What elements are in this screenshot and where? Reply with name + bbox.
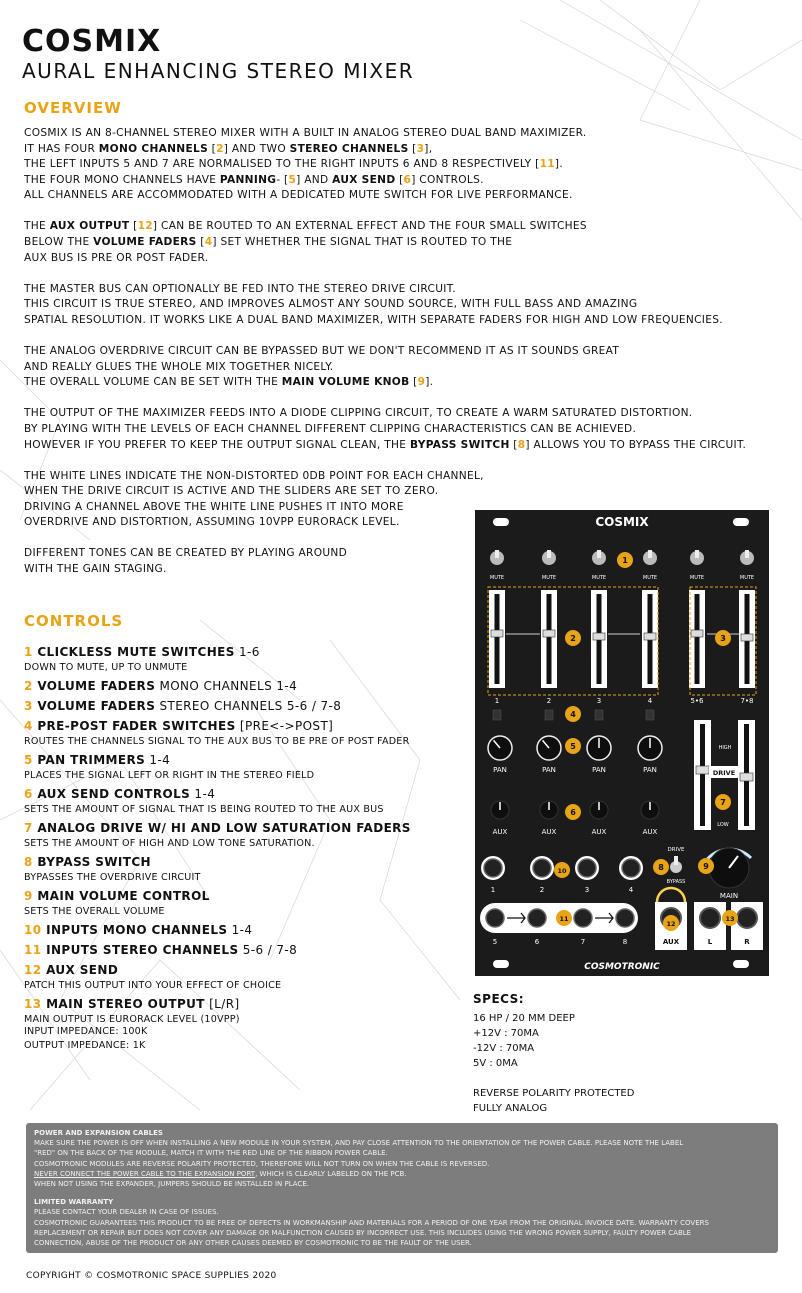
input-jack[interactable]: [533, 859, 551, 877]
notice-line: "RED" ON THE BACK OF THE MODULE, MATCH IT WITH THE RED LINE OF THE RIBBON POWER CABLE.: [34, 1149, 388, 1158]
callout-number: 4: [570, 710, 576, 719]
text-line: IT HAS FOUR MONO CHANNELS [2] AND TWO STEREO CHANNELS [3],: [24, 142, 433, 155]
mute-lever: [648, 550, 652, 558]
copyright: COPYRIGHT © COSMOTRONIC SPACE SUPPLIES 2020: [26, 1271, 277, 1281]
fader-knob[interactable]: [691, 630, 703, 637]
jack-label: 7: [580, 938, 586, 946]
left-output-jack[interactable]: [700, 908, 720, 928]
channel-number-label: 1: [494, 697, 500, 705]
mute-label: MUTE: [489, 575, 505, 581]
notice-box: [26, 1123, 778, 1253]
fader-slot: [495, 594, 500, 684]
overview-paragraph: [24, 219, 794, 266]
aux-out-label: AUX: [662, 938, 680, 946]
controls-heading: CONTROLS: [24, 612, 124, 630]
notice-line: NEVER CONNECT THE POWER CABLE TO THE EXPANSION PORT, WHICH IS CLEARLY LABELED ON THE PCB.: [34, 1169, 407, 1178]
mute-lever: [495, 550, 499, 558]
control-description: SETS THE OVERALL VOLUME: [24, 906, 165, 917]
l-out-label: L: [707, 938, 713, 946]
fader-slot: [695, 594, 700, 684]
text-line: DRIVING A CHANNEL ABOVE THE WHITE LINE PUSHES IT INTO MORE: [24, 500, 404, 513]
control-description: DOWN TO MUTE, UP TO UNMUTE: [24, 662, 188, 673]
overview-paragraph: [24, 344, 794, 391]
notice-heading-warranty: LIMITED WARRANTY: [34, 1198, 114, 1207]
jack-label: 2: [539, 886, 545, 894]
text-line: OVERDRIVE AND DISTORTION, ASSUMING 10VPP EURORACK LEVEL.: [24, 516, 400, 529]
text-line: THE AUX OUTPUT [12] CAN BE ROUTED TO AN EXTERNAL EFFECT AND THE FOUR SMALL SWITCHES: [24, 220, 587, 233]
callout-number: 2: [570, 634, 576, 643]
spec-fully-analog: FULLY ANALOG: [473, 1103, 548, 1114]
brand-logo: COSMOTRONIC: [584, 962, 660, 972]
text-line: THE OVERALL VOLUME CAN BE SET WITH THE MAIN VOLUME KNOB [9].: [24, 376, 434, 389]
spec-plus12: +12V : 70MA: [473, 1028, 539, 1039]
overview-paragraph: [24, 406, 794, 453]
notice-line: COSMOTRONIC GUARANTEES THIS PRODUCT TO BE FREE OF DEFECTS IN WORKMANSHIP AND MATERIALS FOR A PERIOD OF ONE YEAR FROM THE ORIGINAL INVOICE DATE. WARRANTY COVERS: [34, 1218, 709, 1227]
notice-line: CONNECTION, ABUSE OF THE PRODUCT OR ANY OTHER CAUSES DEEMED BY COSMOTRONIC TO BE THE FAULT OF THE USER.: [34, 1239, 472, 1248]
high-label: HIGH: [718, 745, 732, 751]
text-line: THE WHITE LINES INDICATE THE NON-DISTORTED 0DB POINT FOR EACH CHANNEL,: [24, 469, 484, 482]
input-jack[interactable]: [622, 859, 640, 877]
input-jack[interactable]: [574, 909, 592, 927]
text-line: WHEN THE DRIVE CIRCUIT IS ACTIVE AND THE SLIDERS ARE SET TO ZERO.: [24, 485, 439, 498]
mute-label: MUTE: [591, 575, 607, 581]
text-line: THE LEFT INPUTS 5 AND 7 ARE NORMALISED TO THE RIGHT INPUTS 6 AND 8 RESPECTIVELY [11].: [24, 158, 564, 171]
notice-line: PLEASE CONTACT YOUR DEALER IN CASE OF ISSUES.: [34, 1208, 219, 1217]
r-out-label: R: [744, 938, 750, 946]
control-description: BYPASSES THE OVERDRIVE CIRCUIT: [24, 872, 201, 883]
control-item: 8 BYPASS SWITCH: [24, 855, 151, 869]
mute-label: MUTE: [689, 575, 705, 581]
page-title: COSMIX: [22, 24, 162, 59]
mute-lever: [547, 550, 551, 558]
text-line: HOWEVER IF YOU PREFER TO KEEP THE OUTPUT SIGNAL CLEAN, THE BYPASS SWITCH [8] ALLOWS YOU TO BYPASS THE CIRCUIT.: [24, 438, 747, 451]
panel-title: COSMIX: [595, 515, 649, 529]
spec-hp: 16 HP / 20 MM DEEP: [473, 1013, 575, 1024]
notice-line: MAKE SURE THE POWER IS OFF WHEN INSTALLING A NEW MODULE IN YOUR SYSTEM, AND PAY CLOSE ATTENTION TO THE ORIENTATION OF THE POWER CABLE. PLEASE NOTE THE LABEL: [34, 1139, 684, 1148]
controls-list: [24, 640, 464, 1052]
input-jack[interactable]: [578, 859, 596, 877]
pan-label: PAN: [493, 766, 507, 774]
control-item: 5 PAN TRIMMERS 1-4: [24, 753, 171, 767]
text-line: THIS CIRCUIT IS TRUE STEREO, AND IMPROVES ALMOST ANY SOUND SOURCE, WITH FULL BASS AND AMAZING: [24, 298, 638, 311]
page-subtitle: AURAL ENHANCING STEREO MIXER: [22, 59, 415, 83]
control-description: SETS THE AMOUNT OF SIGNAL THAT IS BEING ROUTED TO THE AUX BUS: [24, 804, 384, 815]
callout-number: 11: [559, 915, 569, 923]
pan-label: PAN: [592, 766, 606, 774]
control-description: ROUTES THE CHANNELS SIGNAL TO THE AUX BUS TO BE PRE OF POST FADER: [24, 736, 410, 747]
text-line: BELOW THE VOLUME FADERS [4] SET WHETHER THE SIGNAL THAT IS ROUTED TO THE: [24, 236, 513, 249]
drive-fader-knob[interactable]: [696, 766, 709, 774]
bypass-label: BYPASS: [666, 879, 686, 885]
control-item: 9 MAIN VOLUME CONTROL: [24, 889, 210, 903]
control-item: 10 INPUTS MONO CHANNELS 1-4: [24, 923, 253, 937]
mute-lever: [695, 550, 699, 558]
channel-number-label: 3: [596, 697, 602, 705]
pre-post-switch[interactable]: [646, 710, 654, 720]
control-item: 13 MAIN STEREO OUTPUT [L/R]: [24, 997, 240, 1011]
control-item: 6 AUX SEND CONTROLS 1-4: [24, 787, 216, 801]
text-line: SPATIAL RESOLUTION. IT WORKS LIKE A DUAL BAND MAXIMIZER, WITH SEPARATE FADERS FOR HIGH AND LOW FREQUENCIES.: [24, 313, 723, 326]
mount-hole: [733, 960, 749, 968]
jack-label: 1: [490, 886, 496, 894]
control-description: PATCH THIS OUTPUT INTO YOUR EFFECT OF CHOICE: [24, 980, 282, 991]
fader-knob[interactable]: [741, 634, 753, 641]
spec-5v: 5V : 0MA: [473, 1058, 518, 1069]
aux-label: AUX: [492, 828, 508, 836]
jack-label: 4: [628, 886, 634, 894]
text-line: DIFFERENT TONES CAN BE CREATED BY PLAYING AROUND: [24, 547, 348, 560]
spec-minus12: -12V : 70MA: [473, 1043, 535, 1054]
notice-line: REPLACEMENT OR REPAIR BUT DOES NOT COVER ANY DAMAGE OR MALFUNCTION CAUSED BY INCORRECT USE. THIS INCLUDES USING THE WRONG POWER SUPPLY, FAULTY POWER CABLE: [34, 1228, 692, 1237]
callout-number: 3: [720, 634, 726, 643]
main-label: MAIN: [719, 892, 739, 900]
pan-label: PAN: [542, 766, 556, 774]
control-item: 3 VOLUME FADERS STEREO CHANNELS 5-6 / 7-8: [24, 699, 342, 713]
control-item: 1 CLICKLESS MUTE SWITCHES 1-6: [24, 645, 260, 659]
text-line: AND REALLY GLUES THE WHOLE MIX TOGETHER NICELY.: [24, 360, 334, 373]
text-line: WITH THE GAIN STAGING.: [24, 563, 167, 576]
jack-label: 6: [534, 938, 540, 946]
drive-label: DRIVE: [712, 769, 736, 777]
channel-number-label: 4: [647, 697, 653, 705]
mute-lever: [597, 550, 601, 558]
mute-label: MUTE: [642, 575, 658, 581]
callout-number: 9: [703, 862, 709, 871]
aux-label: AUX: [541, 828, 557, 836]
text-line: COSMIX IS AN 8-CHANNEL STEREO MIXER WITH A BUILT IN ANALOG STEREO DUAL BAND MAXIMIZER.: [24, 127, 587, 139]
mute-label: MUTE: [739, 575, 755, 581]
callout-number: 12: [666, 920, 676, 928]
input-jack[interactable]: [484, 859, 502, 877]
aux-label: AUX: [642, 828, 658, 836]
callout-number: 10: [557, 867, 567, 875]
jack-label: 8: [622, 938, 628, 946]
text-line: THE ANALOG OVERDRIVE CIRCUIT CAN BE BYPASSED BUT WE DON'T RECOMMEND IT AS IT SOUNDS GREAT: [24, 345, 620, 358]
mount-hole: [493, 518, 509, 526]
specs-heading: SPECS:: [473, 992, 525, 1006]
spec-reverse-polarity: REVERSE POLARITY PROTECTED: [473, 1088, 635, 1099]
callout-number: 5: [570, 742, 576, 751]
text-line: BY PLAYING WITH THE LEVELS OF EACH CHANNEL DIFFERENT CLIPPING CHARACTERISTICS CAN BE ACHIEVED.: [24, 422, 637, 435]
callout-number: 1: [622, 556, 628, 565]
specs-block: [473, 992, 634, 1116]
pre-post-switch[interactable]: [595, 710, 603, 720]
control-description: PLACES THE SIGNAL LEFT OR RIGHT IN THE STEREO FIELD: [24, 770, 315, 781]
low-label: LOW: [717, 822, 729, 828]
mute-label: MUTE: [541, 575, 557, 581]
mute-lever: [745, 550, 749, 558]
control-item: 11 INPUTS STEREO CHANNELS 5-6 / 7-8: [24, 943, 298, 957]
fader-knob[interactable]: [593, 633, 605, 640]
text-line: THE MASTER BUS CAN OPTIONALLY BE FED INTO THE STEREO DRIVE CIRCUIT.: [24, 282, 456, 295]
text-line: THE OUTPUT OF THE MAXIMIZER FEEDS INTO A DIODE CLIPPING CIRCUIT, TO CREATE A WARM SATURATED DISTORTION.: [24, 407, 693, 420]
fader-knob[interactable]: [491, 630, 503, 637]
impedance-spec: OUTPUT IMPEDANCE: 1K: [24, 1040, 146, 1051]
mount-hole: [733, 518, 749, 526]
control-item: 12 AUX SEND: [24, 963, 119, 977]
pan-label: PAN: [643, 766, 657, 774]
callout-number: 7: [720, 798, 726, 807]
text-line: ALL CHANNELS ARE ACCOMMODATED WITH A DEDICATED MUTE SWITCH FOR LIVE PERFORMANCE.: [24, 189, 573, 202]
text-line: THE FOUR MONO CHANNELS HAVE PANNING- [5] AND AUX SEND [6] CONTROLS.: [24, 173, 484, 186]
aux-label: AUX: [591, 828, 607, 836]
text-line: AUX BUS IS PRE OR POST FADER.: [24, 251, 209, 264]
input-jack[interactable]: [486, 909, 504, 927]
channel-number-label: 5•6: [690, 697, 704, 705]
drive-fader-knob[interactable]: [740, 773, 753, 781]
input-jack[interactable]: [616, 909, 634, 927]
callout-number: 8: [658, 863, 664, 872]
control-item: 7 ANALOG DRIVE W/ HI AND LOW SATURATION FADERS: [24, 821, 411, 835]
input-jack[interactable]: [528, 909, 546, 927]
control-description: MAIN OUTPUT IS EURORACK LEVEL (10VPP): [24, 1014, 240, 1025]
impedance-spec: INPUT IMPEDANCE: 100K: [24, 1026, 148, 1037]
right-output-jack[interactable]: [737, 908, 757, 928]
fader-slot: [547, 594, 552, 684]
pre-post-switch[interactable]: [545, 710, 553, 720]
pre-post-switch[interactable]: [493, 710, 501, 720]
callout-number: 13: [725, 915, 735, 923]
callout-number: 6: [570, 808, 576, 817]
channel-number-label: 7•8: [740, 697, 754, 705]
fader-knob[interactable]: [543, 630, 555, 637]
mount-hole: [493, 960, 509, 968]
notice-line: WHEN NOT USING THE EXPANDER, JUMPERS SHOULD BE INSTALLED IN PLACE.: [34, 1180, 309, 1189]
overview-paragraph: [24, 126, 794, 204]
channel-number-label: 2: [546, 697, 552, 705]
overview-heading: OVERVIEW: [24, 99, 122, 117]
notice-line: COSMOTRONIC MODULES ARE REVERSE POLARITY PROTECTED, THEREFORE WILL NOT TURN ON WHEN THE CABLE IS REVERSED.: [34, 1159, 490, 1168]
jack-label: 5: [492, 938, 498, 946]
overview-paragraph: [24, 282, 794, 329]
control-description: SETS THE AMOUNT OF HIGH AND LOW TONE SATURATION.: [24, 838, 315, 849]
drive-small-label: DRIVE: [667, 847, 685, 853]
fader-knob[interactable]: [644, 633, 656, 640]
notice-heading-power: POWER AND EXPANSION CABLES: [34, 1129, 163, 1137]
jack-label: 3: [584, 886, 590, 894]
control-item: 2 VOLUME FADERS MONO CHANNELS 1-4: [24, 679, 298, 693]
module-panel: [475, 510, 769, 976]
control-item: 4 PRE-POST FADER SWITCHES [PRE<->POST]: [24, 719, 334, 733]
